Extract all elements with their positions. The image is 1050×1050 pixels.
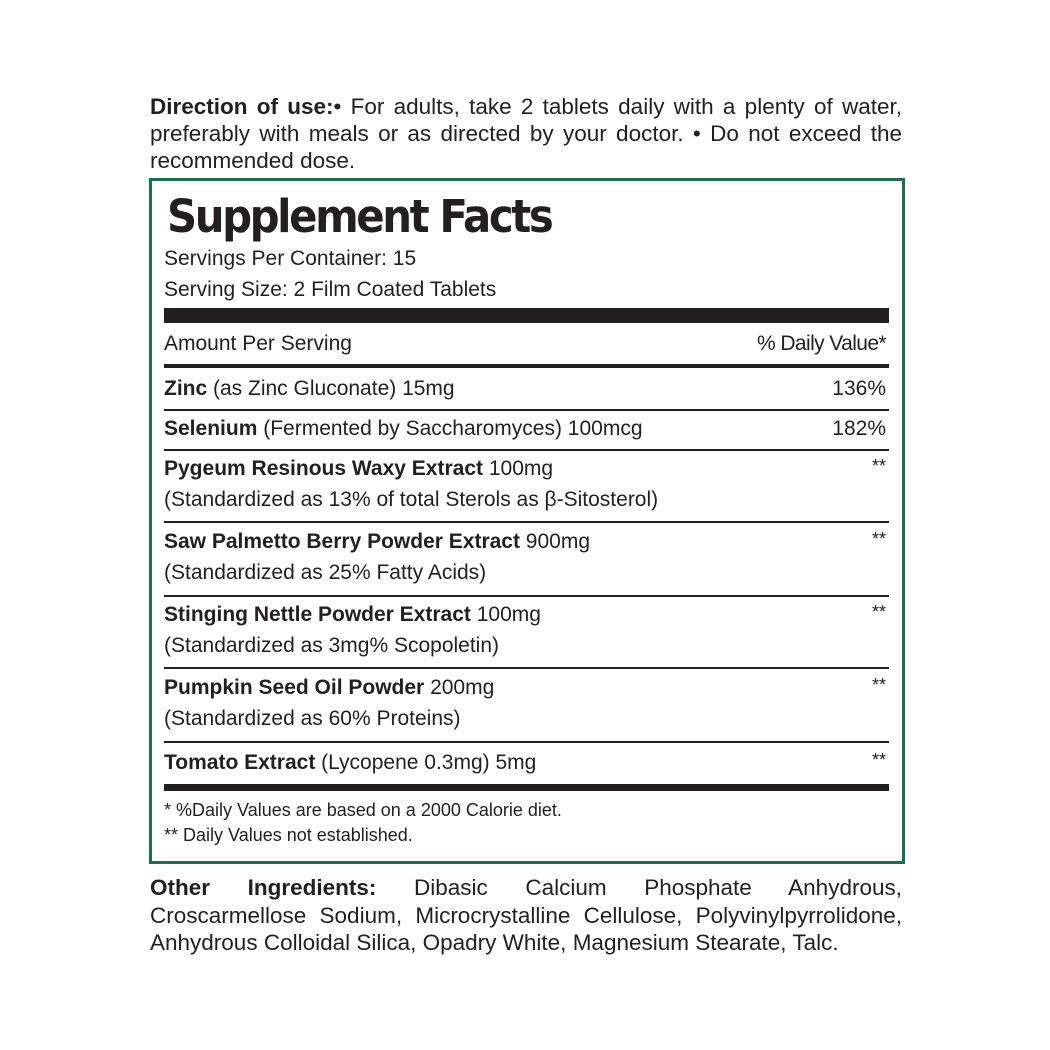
direction-text: • For adults, take 2 tablets daily with a plenty of water, preferably with meals or as directed by your doctor. • Do not exceed the recommended dose. xyxy=(150,94,902,173)
nutrient-dv: 182% xyxy=(832,417,886,440)
divider xyxy=(164,595,889,597)
nutrient-name: Selenium xyxy=(164,417,258,440)
table-row xyxy=(164,529,889,555)
header-amount: Amount Per Serving xyxy=(164,332,352,355)
nutrient-standardization: (Standardized as 13% of total Sterols as β-Sitosterol) xyxy=(164,488,659,511)
other-ingredients xyxy=(150,874,902,957)
facts-title: Supplement Facts xyxy=(167,190,552,243)
nutrient-dv: ** xyxy=(871,750,886,770)
footnote-daily-values: * %Daily Values are based on a 2000 Calorie diet. xyxy=(164,800,562,820)
table-row xyxy=(164,376,889,402)
other-ingredients-label: Other Ingredients: xyxy=(150,875,377,900)
nutrient-detail: (Fermented by Saccharomyces) 100mcg xyxy=(257,417,643,440)
nutrient-dv: ** xyxy=(871,675,886,695)
divider xyxy=(164,521,889,523)
nutrient-detail: 100mg xyxy=(470,603,541,626)
nutrient-detail: 100mg xyxy=(483,457,554,480)
nutrient-dv: ** xyxy=(871,602,886,622)
divider xyxy=(164,449,889,451)
nutrient-name: Pumpkin Seed Oil Powder xyxy=(164,676,425,699)
nutrient-name: Saw Palmetto Berry Powder Extract xyxy=(164,530,520,553)
nutrient-standardization: (Standardized as 3mg% Scopoletin) xyxy=(164,634,500,657)
nutrient-dv: ** xyxy=(871,456,886,476)
servings-per-container: Servings Per Container: 15 xyxy=(164,247,417,270)
nutrient-detail: (as Zinc Gluconate) 15mg xyxy=(207,377,455,400)
table-row xyxy=(164,456,889,482)
divider xyxy=(164,409,889,411)
nutrient-dv: ** xyxy=(871,529,886,549)
footnote-not-established: ** Daily Values not established. xyxy=(164,825,413,845)
nutrient-standardization: (Standardized as 60% Proteins) xyxy=(164,707,461,730)
serving-size: Serving Size: 2 Film Coated Tablets xyxy=(164,278,497,301)
header-daily-value: % Daily Value* xyxy=(757,332,886,355)
nutrient-name: Tomato Extract xyxy=(164,751,316,774)
thick-divider xyxy=(164,308,889,323)
table-row xyxy=(164,750,889,776)
other-ingredients-text: Dibasic Calcium Phosphate Anhydrous, Croscarmellose Sodium, Microcrystalline Cellulose, Polyvinylpyrrolidone, Anhydrous Colloidal Silica, Opadry White, Magnesium Stearate, Talc. xyxy=(150,875,902,955)
nutrient-name: Zinc xyxy=(164,377,208,400)
nutrient-name: Pygeum Resinous Waxy Extract xyxy=(164,457,483,480)
nutrient-detail: (Lycopene 0.3mg) 5mg xyxy=(315,751,537,774)
nutrient-detail: 900mg xyxy=(519,530,591,553)
table-header xyxy=(164,331,889,357)
nutrient-name: Stinging Nettle Powder Extract xyxy=(164,603,471,626)
table-row xyxy=(164,416,889,442)
table-row xyxy=(164,602,889,628)
direction-label: Direction of use: xyxy=(150,94,334,119)
divider xyxy=(164,741,889,743)
nutrient-detail: 200mg xyxy=(424,676,495,699)
divider xyxy=(164,364,889,368)
thick-divider xyxy=(164,784,889,791)
divider xyxy=(164,667,889,669)
table-row xyxy=(164,675,889,701)
nutrient-dv: 136% xyxy=(832,377,886,400)
nutrient-standardization: (Standardized as 25% Fatty Acids) xyxy=(164,561,487,584)
